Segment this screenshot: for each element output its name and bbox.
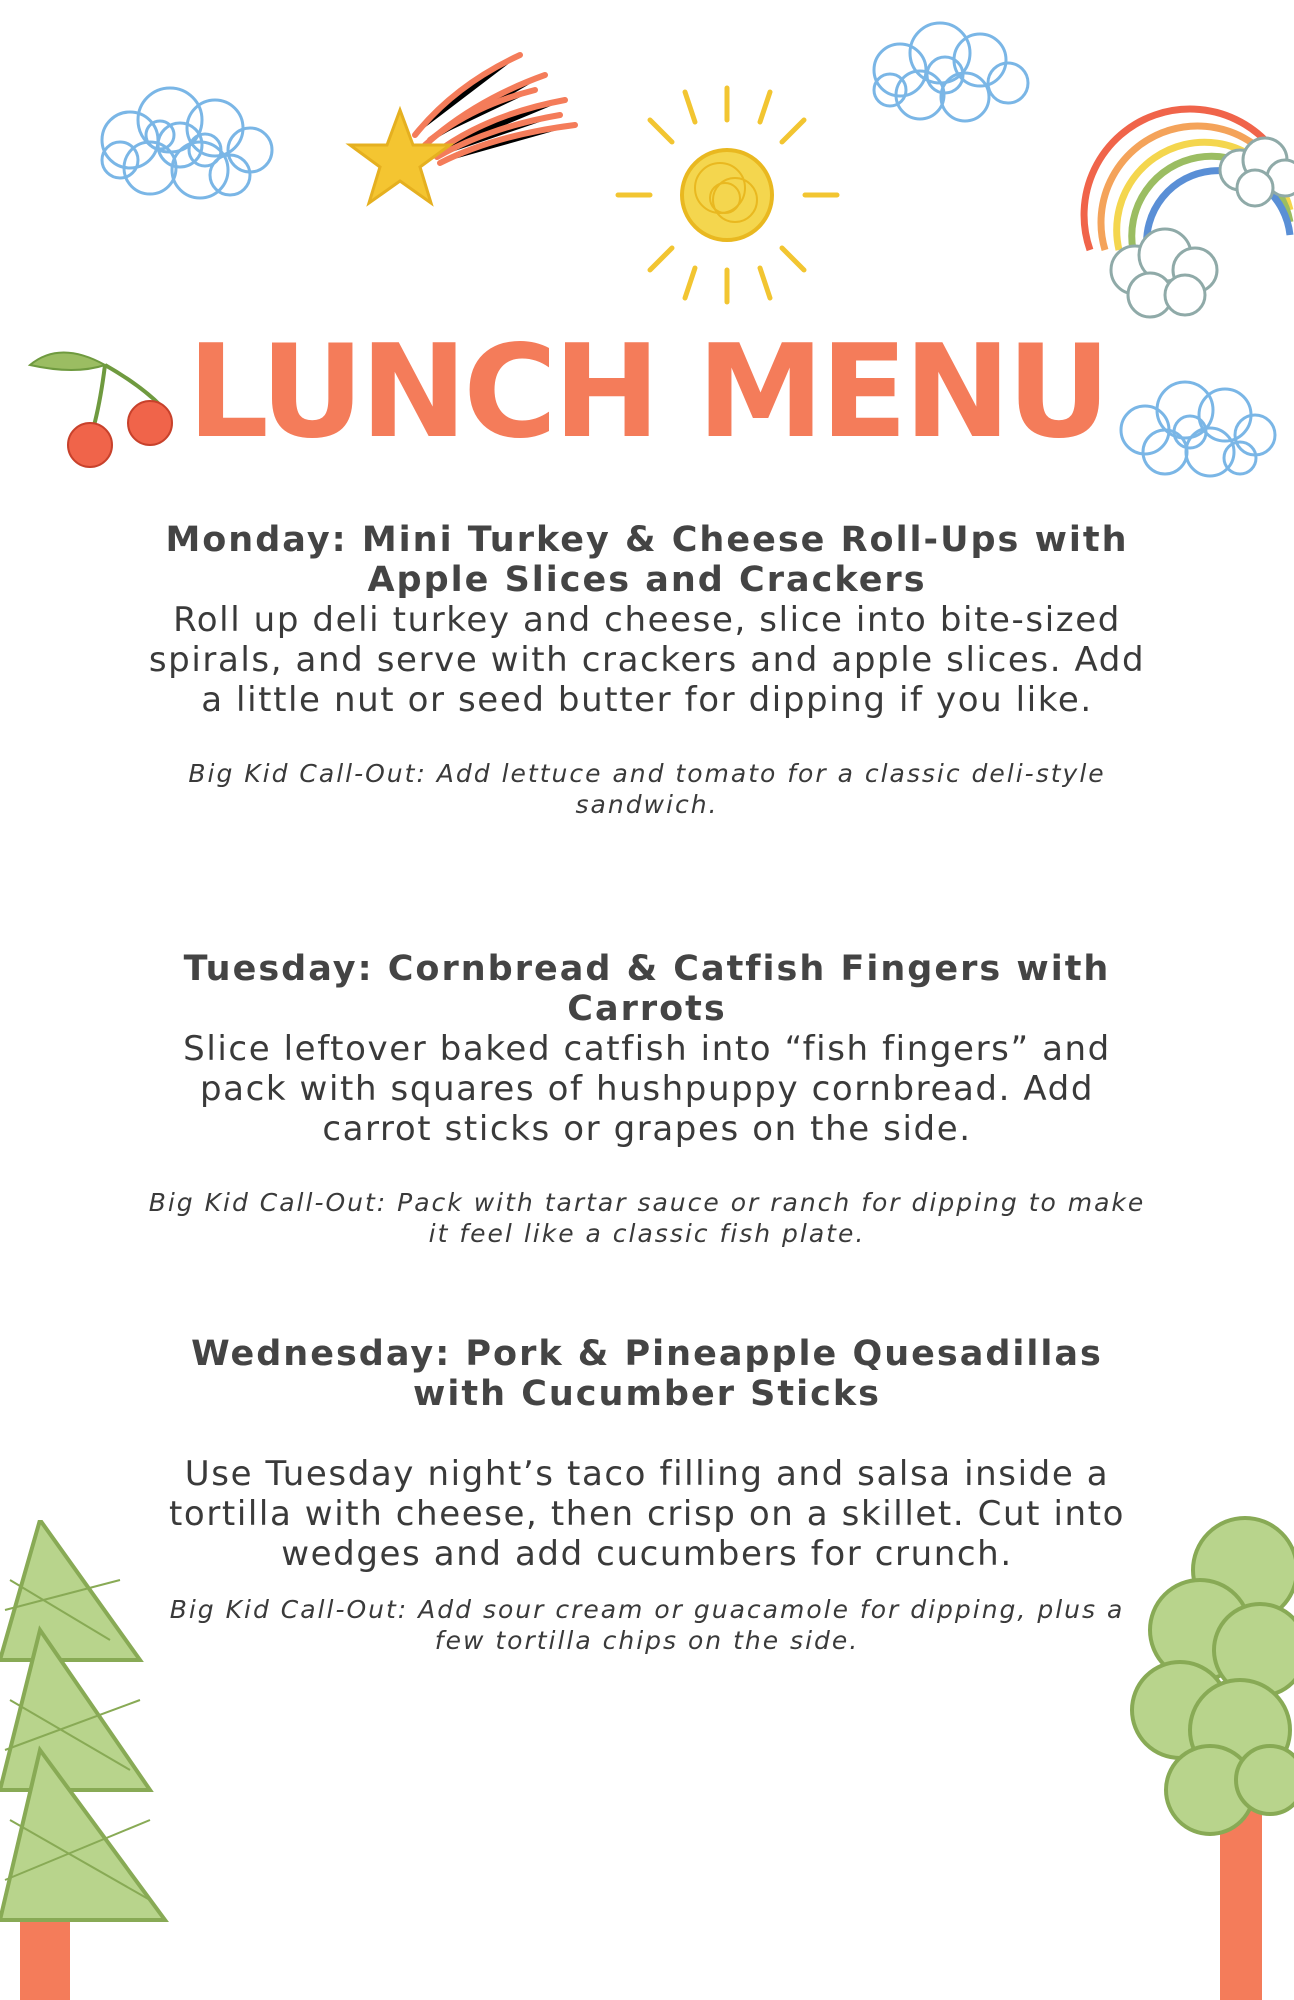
page-title: LUNCH MENU (187, 318, 1107, 467)
big-kid-callout: Big Kid Call-Out: Add lettuce and tomato for a classic deli-style sandwich. (188, 759, 1106, 819)
meal-description: Roll up deli turkey and cheese, slice into bite-sized spirals, and serve with crackers and apple slices. Add a little nut or seed butter for dipping if you like. (148, 600, 1146, 720)
big-kid-callout: Big Kid Call-Out: Add sour cream or guacamole for dipping, plus a few tortilla chips on the side. (169, 1595, 1125, 1655)
meal-description: Use Tuesday night’s taco filling and salsa inside a tortilla with cheese, then crisp on a skillet. Cut into wedges and add cucumbers for crunch. (168, 1454, 1126, 1574)
big-kid-callout: Big Kid Call-Out: Pack with tartar sauce or ranch for dipping to make it feel like a classic fish plate. (148, 1188, 1146, 1248)
meal-description: Slice leftover baked catfish into “fish fingers” and pack with squares of hushpuppy cornbread. Add carrot sticks or grapes on the side. (183, 1029, 1111, 1149)
meal-heading: Monday: Mini Turkey & Cheese Roll-Ups with Apple Slices and Crackers (165, 520, 1129, 600)
menu-item-tuesday (140, 949, 1154, 1249)
meal-heading: Tuesday: Cornbread & Catfish Fingers with Carrots (183, 949, 1111, 1029)
cloud-icon (860, 15, 1035, 135)
meal-heading: Wednesday: Pork & Pineapple Quesadillas with Cucumber Sticks (191, 1334, 1103, 1414)
sun-icon (610, 80, 845, 310)
menu-item-monday (140, 520, 1154, 820)
rainbow-icon (1055, 60, 1294, 330)
menu-item-wednesday (140, 1334, 1154, 1656)
shooting-star-icon (345, 45, 590, 215)
cloud-icon (90, 80, 280, 210)
